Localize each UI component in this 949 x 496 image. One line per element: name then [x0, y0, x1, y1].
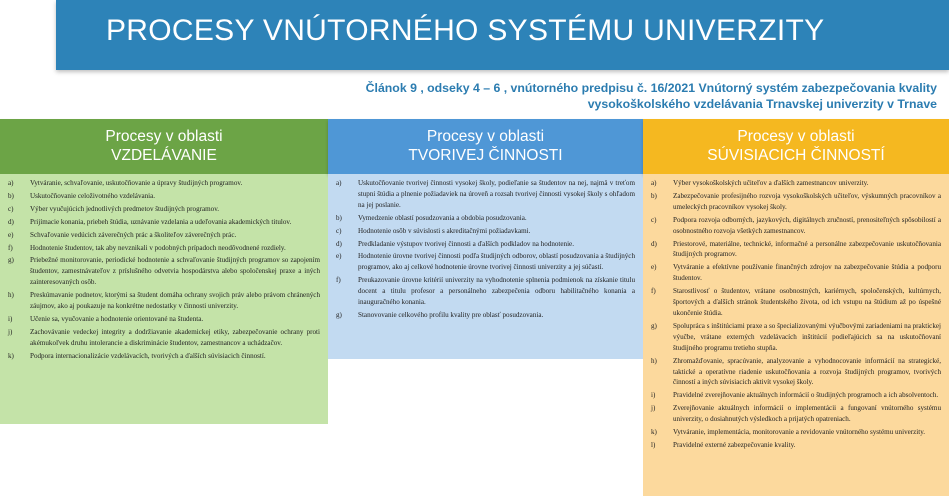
list-item-letter: d) [336, 239, 342, 248]
list-item [651, 321, 941, 354]
list-item-letter: k) [651, 428, 657, 437]
list-item [8, 327, 320, 349]
list-item [8, 351, 320, 362]
list-item-text: Výber vyučujúcich jednotlivých predmetov študijných programov. [30, 204, 220, 213]
list-item-letter: d) [651, 239, 657, 248]
list-item-text: Stanovovanie celkového profilu kvality pre oblasť posudzovania. [358, 310, 544, 319]
list-item [651, 215, 941, 237]
list-item [8, 217, 320, 228]
column-title-line-2: SÚVISIACICH ČINNOSTÍ [707, 147, 885, 164]
list-item-letter: a) [651, 179, 657, 187]
list-item-letter: a) [8, 179, 14, 187]
list-item-text: Učenie sa, vyučovanie a hodnotenie orientované na študenta. [30, 314, 204, 323]
column-title-line-1: Procesy v oblasti [737, 128, 855, 145]
column-vzdelavanie [0, 119, 328, 424]
list-item [651, 390, 941, 401]
list-item-letter: f) [8, 243, 13, 252]
list-item-text: Vytváranie, implementácia, monitorovanie a revidovanie vnútorného systému univerzity. [673, 428, 926, 437]
list-item-text: Vytváranie, schvaľovanie, uskutočňovanie a úpravy študijných programov. [30, 179, 243, 187]
list-item-text: Preukazovanie úrovne kritérií univerzity na vyhodnotenie splnenia podmienok na získanie titulu docent a titulu profesor a personálneho zabezpečenia odboru habilitačného konania a inauguračného konania. [358, 276, 635, 307]
list-item-text: Hodnotenie osôb v súvislosti s akreditačnými požiadavkami. [358, 226, 531, 235]
list-item-letter: b) [651, 191, 657, 200]
list-item [651, 440, 941, 451]
list-item [336, 275, 635, 308]
list-item [8, 230, 320, 241]
column-suvisiace-cinnosti [643, 119, 949, 496]
column-tvoriva-cinnost [328, 119, 643, 359]
list-item-letter: c) [651, 215, 657, 224]
list-item [8, 191, 320, 202]
column-title-line-2: TVORIVEJ ČINNOSTI [408, 147, 563, 164]
list-item-letter: e) [336, 252, 342, 261]
list-item-letter: c) [336, 226, 342, 235]
list-item-letter: g) [651, 321, 657, 330]
column-header [328, 119, 643, 174]
list-item-text: Podpora rozvoja odborných, jazykových, digitálnych zručností, prenositeľných spôsobilostí a osobnostného rozvoja všetkých zamestnancov. [673, 215, 941, 235]
list-item [336, 226, 635, 237]
list-item-letter: c) [8, 204, 14, 213]
list-item [8, 290, 320, 312]
list-item-text: Výber vysokoškolských učiteľov a ďalších zamestnancov univerzity. [673, 179, 869, 187]
list-item-text: Zachovávanie vedeckej integrity a dodržiavanie akademickej etiky, zabezpečovanie ochrany proti akémukoľvek druhu intolerancie a diskriminácie študentov, zamestnancov a uchádzačov. [30, 327, 320, 347]
list-item-text: Hodnotenie študentov, tak aby nevznikali v podobných prípadoch neodôvodnené rozdiely. [30, 243, 286, 252]
list-item [8, 204, 320, 215]
list-item [651, 427, 941, 438]
list-item-letter: d) [8, 217, 14, 226]
list-item [336, 213, 635, 224]
list-item [8, 178, 320, 189]
list-item [8, 243, 320, 254]
page-title: PROCESY VNÚTORNÉHO SYSTÉMU UNIVERZITY [106, 14, 825, 47]
list-item [651, 239, 941, 261]
column-header [643, 119, 949, 174]
subtitle-line-1: Článok 9 , odseky 4 – 6 , vnútorného predpisu č. 16/2021 Vnútorný systém zabezpečovania kvality [365, 81, 937, 95]
list-item [336, 251, 635, 273]
list-item-text: Podpora internacionalizácie vzdelávacích, tvorivých a ďalších súvisiacich činností. [30, 351, 266, 360]
list-item-text: Pravidelné zverejňovanie aktuálnych informácií o študijných programoch a ich absolventoch. [673, 391, 939, 400]
list-item-letter: g) [336, 310, 342, 319]
list-item-text: Priebežné monitorovanie, periodické hodnotenie a schvaľovanie študijných programov so zapojením študentov, zamestnávateľov z príslušného odvetvia hospodárstva alebo spoločenskej praxe a iných zainteresovaných osôb. [30, 256, 320, 287]
list-item-text: Schvaľovanie vedúcich záverečných prác a školiteľov záverečných prác. [30, 230, 237, 239]
list-item-letter: j) [8, 327, 13, 336]
list-item [336, 178, 635, 211]
list-item-letter: h) [8, 291, 14, 300]
list-item [651, 178, 941, 189]
list-item-letter: l) [651, 440, 656, 449]
list-item [8, 255, 320, 288]
list-item-text: Starostlivosť o študentov, vrátane osobnostných, kariérnych, spoločenských, kultúrnych, športových a ďalších stránok študentského života, od ich vstupu na štúdium až po úspešné ukončenie štúdia. [673, 287, 941, 317]
list-item-text: Prijímacie konania, priebeh štúdia, uznávanie vzdelania a udeľovania akademických titulov. [30, 217, 292, 226]
list-item [336, 239, 635, 250]
column-title-line-2: VZDELÁVANIE [111, 147, 217, 164]
list-item-letter: a) [336, 179, 342, 187]
list-item-letter: e) [651, 263, 657, 272]
list-item-text: Zhromažďovanie, spracúvanie, analyzovanie a vyhodnocovanie informácií na strategické, taktické a operatívne riadenie uskutočňovania a rozvoja študijných programov, tvorivých činností a iných súvisiacich aktivít vysokej školy. [673, 356, 941, 387]
list-item-letter: b) [336, 213, 342, 222]
list-item-letter: h) [651, 356, 657, 365]
column-title-line-1: Procesy v oblasti [105, 128, 223, 145]
list-item [651, 286, 941, 319]
list-item-text: Vymedzenie oblastí posudzovania a obdobia posudzovania. [358, 213, 527, 222]
list-item-letter: e) [8, 230, 14, 239]
column-body [643, 174, 949, 496]
title-banner [56, 0, 949, 70]
list-item-letter: i) [8, 314, 13, 323]
list-item-letter: j) [651, 404, 656, 413]
column-body [0, 174, 328, 424]
list-item-text: Zverejňovanie aktuálnych informácií o implementácii a fungovaní vnútorného systému univerzity, o dosiahnutých výsledkoch a prijatých opatreniach. [673, 404, 941, 424]
list-item [651, 191, 941, 213]
list-item [8, 314, 320, 325]
column-header [0, 119, 328, 174]
list-item-text: Zabezpečovanie profesijného rozvoja vysokoškolských učiteľov, výskumných pracovníkov a umeleckých pracovníkov vysokej školy. [673, 191, 941, 211]
list-item-text: Uskutočňovanie tvorivej činnosti vysokej školy, podieľanie sa študentov na nej, najmä v treťom stupni štúdia a plnenie požiadaviek na úroveň a rozsah tvorivej činnosti vysokej školy s ohľadom na jej poslanie. [358, 179, 635, 209]
list-item-text: Vytváranie a efektívne používanie finančných zdrojov na zabezpečovanie štúdia a podporu študentov. [673, 263, 941, 283]
list-item [336, 310, 635, 321]
list-item-text: Pravidelné externé zabezpečovanie kvality. [673, 440, 796, 449]
list-item-text: Preskúmavanie podnetov, ktorými sa študent domáha ochrany svojich práv alebo právom chránených záujmov, ako aj poukazuje na konkrétne nedostatky v činnosti univerzity. [30, 291, 320, 311]
list-item-letter: k) [8, 351, 14, 360]
subtitle-line-2: vysokoškolského vzdelávania Trnavskej univerzity v Trnave [587, 97, 937, 111]
list-item-text: Uskutočňovanie celoživotného vzdelávania. [30, 191, 156, 200]
subtitle [237, 80, 937, 112]
column-title-line-1: Procesy v oblasti [426, 128, 545, 145]
list-item-letter: f) [336, 276, 341, 285]
list-item-letter: f) [651, 287, 656, 296]
list-item-text: Spolupráca s inštitúciami praxe a so špecializovanými výučbovými zariadeniami na praktickej výučbe, vrátane externých vzdelávacích inštitúcií podieľajúcich sa na uskutočňovaní študijného programu tretieho stupňa. [673, 321, 941, 352]
list-item [651, 403, 941, 425]
list-item-text: Priestorové, materiálne, technické, informačné a personálne zabezpečovanie uskutočňovania študijných programov. [673, 239, 941, 259]
list-item-text: Hodnotenie úrovne tvorivej činnosti podľa študijných odborov, oblastí posudzovania a študijných programov, ako aj celkové hodnotenie úrovne tvorivej činnosti univerzity a jej súčastí. [358, 252, 635, 272]
list-item [651, 262, 941, 284]
column-body [328, 174, 643, 359]
list-item-letter: i) [651, 391, 656, 400]
list-item-text: Predkladanie výstupov tvorivej činnosti a ďalších podkladov na hodnotenie. [358, 239, 574, 248]
list-item [651, 356, 941, 389]
list-item-letter: b) [8, 191, 14, 200]
list-item-letter: g) [8, 256, 14, 265]
